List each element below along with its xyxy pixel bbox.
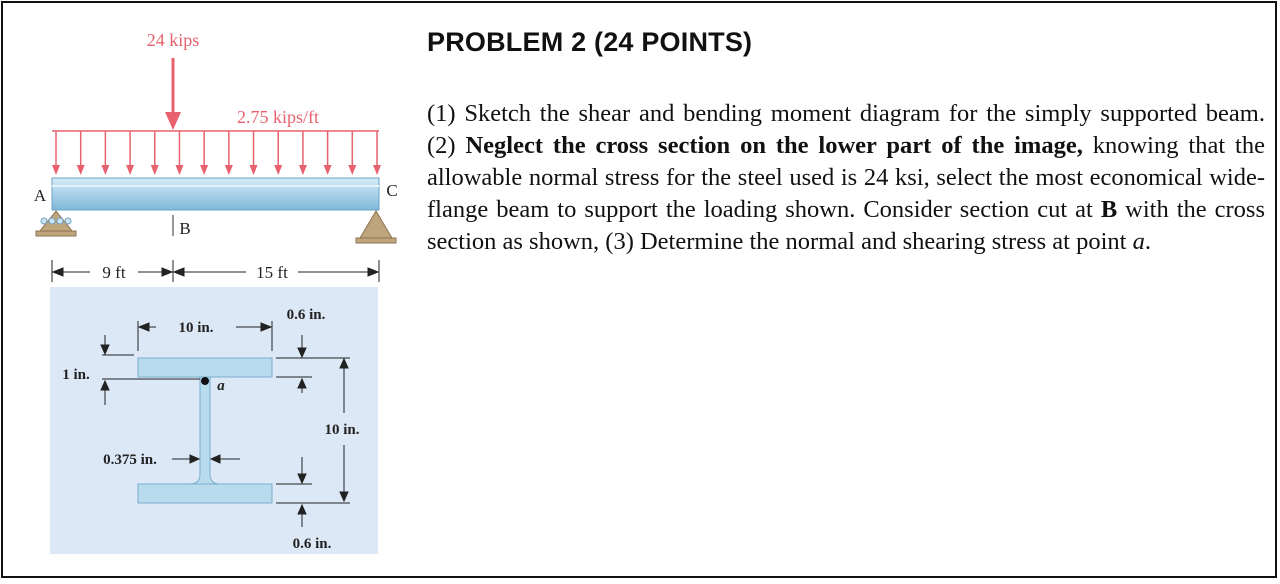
- span-dimension-lines: [52, 260, 379, 282]
- statement-bold-b: B: [1100, 196, 1118, 223]
- flange-width-label: 10 in.: [178, 320, 214, 336]
- bottom-flange-thickness-label: 0.6 in.: [292, 536, 332, 552]
- left-support-icon: [36, 211, 76, 236]
- udl-arrow-head: [274, 165, 282, 175]
- top-flange-thickness-label: 0.6 in.: [286, 307, 326, 323]
- section-background: [50, 287, 378, 554]
- udl-arrow-head: [348, 165, 356, 175]
- depth-label: 10 in.: [324, 422, 360, 438]
- web-thickness-label: 0.375 in.: [103, 452, 157, 468]
- statement-part3: with the cross section as shown, (3) Determine the normal and shearing stress at point: [427, 196, 1265, 255]
- right-support-icon: [356, 211, 396, 243]
- statement-point-a: a: [1132, 228, 1145, 255]
- cross-section-figure: [50, 287, 378, 554]
- udl-arrow-head: [225, 165, 233, 175]
- statement-bold-neglect: Neglect the cross section on the lower part of the image,: [465, 132, 1083, 159]
- span-bc-label: 15 ft: [256, 263, 288, 282]
- point-a-dot: [201, 377, 209, 385]
- udl-arrow-head: [151, 165, 159, 175]
- udl-arrow-head: [126, 165, 134, 175]
- udl-arrow-head: [373, 165, 381, 175]
- label-b: B: [179, 219, 191, 238]
- label-c: C: [386, 181, 398, 200]
- udl-arrow-head: [101, 165, 109, 175]
- udl-arrow-head: [324, 165, 332, 175]
- statement-part2: knowing that the allowable normal stress for the steel used is 24 ksi, select the most economical wide-flange beam to support the loading shown. Consider section cut at: [427, 132, 1265, 223]
- problem-statement: [427, 98, 1265, 258]
- distributed-load-arrows-icon: [52, 131, 381, 175]
- udl-arrow-head: [250, 165, 258, 175]
- point-a-label: a: [217, 378, 225, 394]
- udl-arrow-head: [175, 165, 183, 175]
- point-load-label: 24 kips: [146, 30, 200, 50]
- label-a: A: [33, 186, 47, 205]
- beam-loading-figure: [28, 28, 408, 288]
- point-load-arrow-icon: [165, 58, 181, 130]
- problem-title: PROBLEM 2 (24 POINTS): [427, 27, 753, 57]
- beam: [52, 178, 379, 210]
- udl-arrow-head: [77, 165, 85, 175]
- statement-part4: .: [1144, 228, 1151, 255]
- statement-part1: (1) Sketch the shear and bending moment diagram for the simply supported beam. (2): [427, 100, 1265, 159]
- span-ab-label: 9 ft: [102, 263, 126, 282]
- udl-arrow-head: [299, 165, 307, 175]
- offset-1in-label: 1 in.: [62, 367, 90, 383]
- udl-arrow-head: [200, 165, 208, 175]
- udl-arrow-head: [52, 165, 60, 175]
- distributed-load-label: 2.75 kips/ft: [236, 107, 320, 127]
